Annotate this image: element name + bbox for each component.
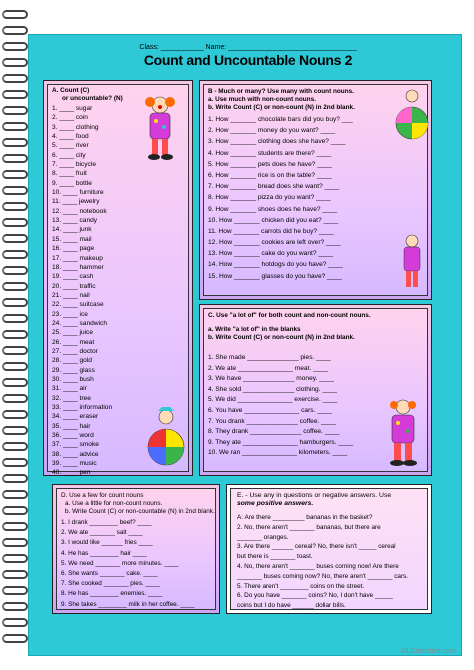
- exercise-item: 6. She wants _______ cake. ____: [61, 569, 158, 577]
- spiral-ring: [2, 10, 28, 19]
- section-d-list: [61, 518, 219, 610]
- spiral-ring: [2, 378, 28, 387]
- section-c-panel: [199, 304, 432, 476]
- section-c-list: [208, 353, 378, 459]
- exercise-item: 39. ____ music: [52, 460, 97, 468]
- section-e-list: [237, 513, 429, 611]
- exercise-item: 14. ____ junk: [52, 226, 92, 234]
- spiral-ring: [2, 442, 28, 451]
- exercise-item: 4. He has ________ hair ____: [61, 549, 147, 557]
- exercise-item: 18. ____ hammer: [52, 263, 104, 271]
- exercise-item: 10. ____ furniture: [52, 189, 104, 197]
- spiral-ring: [2, 74, 28, 83]
- exercise-item: 3. ____ clothing: [52, 123, 99, 131]
- section-d-panel: [52, 484, 220, 614]
- spiral-ring: [2, 266, 28, 275]
- clown-illustration: [380, 397, 426, 469]
- exercise-item: coins but I do have ______ dollar bills.: [237, 602, 346, 610]
- exercise-item: 11. ____ jewelry: [52, 198, 100, 206]
- exercise-item: 34. ____ eraser: [52, 413, 99, 421]
- spiral-ring: [2, 618, 28, 627]
- exercise-item: 21. ____ nail: [52, 291, 90, 299]
- spiral-ring: [2, 490, 28, 499]
- exercise-item: 27. ____ doctor: [52, 347, 98, 355]
- exercise-item: 6. You have _______________ cars. ____: [208, 406, 332, 414]
- spiral-ring: [2, 234, 28, 243]
- exercise-item: 6. ____ city: [52, 151, 86, 159]
- spiral-ring: [2, 122, 28, 131]
- exercise-item: 8. ____ fruit: [52, 170, 87, 178]
- spiral-ring: [2, 554, 28, 563]
- page-title: Count and Uncountable Nouns 2: [143, 52, 353, 68]
- exercise-item: 17. ____ makeup: [52, 254, 103, 262]
- exercise-item: 9. She takes ________ milk in her coffee. ____: [61, 600, 195, 608]
- exercise-item: 6. Do you have _______ coins? No, I don't have _____: [237, 592, 393, 600]
- exercise-item: 5. There aren't ________ coins on the street.: [237, 582, 365, 590]
- exercise-item: 4. No, there aren't _______ buses coming now! Are there: [237, 562, 399, 570]
- spiral-ring: [2, 634, 28, 643]
- section-a-heading: A. Count (C): [52, 87, 90, 94]
- spiral-ring: [2, 458, 28, 467]
- section-d-subheading-a: a. Use a little for non-count nouns.: [65, 500, 163, 507]
- exercise-item: 8. How _______ pizza do you want? ____: [208, 194, 331, 202]
- spiral-ring: [2, 218, 28, 227]
- section-d-subheading-b: b. Write Count (C) or non-countable (N) in 2nd blank.: [65, 508, 215, 515]
- spiral-ring: [2, 250, 28, 259]
- exercise-item: 2. How _______ money do you want? ____: [208, 127, 336, 135]
- spiral-ring: [2, 362, 28, 371]
- spiral-ring: [2, 138, 28, 147]
- site-watermark: iSLCollective.com: [400, 648, 456, 655]
- exercise-item: 4. ____ food: [52, 133, 89, 141]
- exercise-item: 3. How _______ clothing does she have? ____: [208, 138, 346, 146]
- exercise-item: 5. ____ river: [52, 142, 89, 150]
- exercise-item: 1. ____ sugar: [52, 105, 93, 112]
- exercise-item: 2. No, there aren't _______ bananas, but there are: [237, 523, 381, 531]
- exercise-item: 9. They ate _______________ hamburgers. ____: [208, 438, 354, 446]
- exercise-item: 15. How _______ glasses do you have? ____: [208, 272, 342, 280]
- spiral-ring: [2, 298, 28, 307]
- exercise-item: 36. ____ word: [52, 432, 94, 440]
- spiral-ring: [2, 330, 28, 339]
- class-name-line: Class: ___________ Name: _________________________________: [139, 44, 357, 51]
- spiral-ring: [2, 170, 28, 179]
- clown-ball-illustration: [392, 87, 432, 143]
- section-b-heading: B - Much or many? Use many with count nouns.: [208, 88, 354, 95]
- spiral-ring: [2, 394, 28, 403]
- exercise-item: 13. ____ candy: [52, 217, 98, 225]
- exercise-item: 16. ____ page: [52, 245, 95, 253]
- spiral-ring: [2, 202, 28, 211]
- section-e-heading: E. - Use any in questions or negative answers. Use: [237, 492, 392, 499]
- section-b-subheading-b: b. Write Count (C) or non-count (N) in 2nd blank.: [208, 104, 355, 111]
- section-c-subheading-b: b. Write Count (C) or non-count (N) in 2nd blank.: [208, 334, 355, 341]
- exercise-item: 1. How _______ chocolate bars did you buy? ___: [208, 116, 353, 123]
- exercise-item: 40. ____ pen: [52, 469, 91, 477]
- section-c-subheading-a: a. Write "a lot of" in the blanks: [208, 326, 301, 333]
- spiral-ring: [2, 410, 28, 419]
- exercise-item: 19. ____ cash: [52, 273, 94, 281]
- clown-illustration: [396, 233, 428, 293]
- spiral-ring: [2, 154, 28, 163]
- exercise-item: 31. ____ air: [52, 385, 87, 393]
- section-a-panel: [43, 80, 193, 476]
- exercise-item: 24. ____ sandwich: [52, 319, 107, 327]
- exercise-item: 8. They drank ______________ coffee. ____: [208, 428, 340, 436]
- spiral-ring: [2, 570, 28, 579]
- exercise-item: 14. How _______ hotdogs do you have? ____: [208, 261, 343, 269]
- exercise-item: 30. ____ bush: [52, 375, 94, 383]
- spiral-binding: [2, 10, 28, 650]
- exercise-item: 12. ____ notebook: [52, 207, 107, 215]
- exercise-item: 3. I would like ______ fries ____: [61, 539, 153, 547]
- spiral-ring: [2, 602, 28, 611]
- exercise-item: 3. Are there ______ cereal? No, there isn't _____ cereal: [237, 543, 396, 551]
- spiral-ring: [2, 282, 28, 291]
- exercise-item: 1. I drank ________ beef? ____: [61, 519, 152, 526]
- exercise-item: _______ oranges.: [237, 533, 289, 541]
- spiral-ring: [2, 522, 28, 531]
- spiral-ring: [2, 42, 28, 51]
- exercise-item: 7. How _______ bread does she want? ____: [208, 183, 340, 191]
- spiral-ring: [2, 474, 28, 483]
- spiral-ring: [2, 106, 28, 115]
- exercise-item: 4. She sold ______________ clothing. ____: [208, 385, 338, 393]
- exercise-item: but there is _______ toast.: [237, 553, 313, 561]
- exercise-item: 11. How _______ carrots did he buy? ____: [208, 227, 334, 235]
- exercise-item: 35. ____ hair: [52, 422, 91, 430]
- section-b-panel: [199, 80, 432, 300]
- exercise-item: 32. ____ tree: [52, 394, 91, 402]
- section-d-heading: D. Use a few for count nouns: [61, 492, 144, 499]
- exercise-item: 23. ____ ice: [52, 310, 88, 318]
- exercise-item: 33. ____ information: [52, 404, 113, 411]
- exercise-item: 7. ____ bicycle: [52, 161, 96, 169]
- exercise-item: 25. ____ juice: [52, 329, 94, 337]
- exercise-item: 7. You drank ______________ coffee. ____: [208, 417, 336, 425]
- spiral-ring: [2, 346, 28, 355]
- exercise-item: 29. ____ glass: [52, 366, 95, 374]
- exercise-item: 7. She cooked _______ pies. ____: [61, 580, 160, 588]
- spiral-ring: [2, 26, 28, 35]
- exercise-item: 12. How _______ cookies are left over? ____: [208, 239, 341, 247]
- spiral-ring: [2, 186, 28, 195]
- section-b-list: [208, 114, 388, 282]
- exercise-item: 13. How _______ cake do you want? ____: [208, 250, 334, 258]
- exercise-item: 8. He has ________ enemies. ____: [61, 590, 163, 598]
- clown-illustration: [136, 93, 184, 163]
- exercise-item: 15. ____ mail: [52, 235, 92, 243]
- exercise-item: 1. She made ______________ pies. ____: [208, 354, 331, 361]
- spiral-ring: [2, 58, 28, 67]
- exercise-item: 6. How _______ rice is on the table? ____: [208, 171, 332, 179]
- exercise-item: 38. ____ advice: [52, 450, 99, 458]
- spiral-ring: [2, 586, 28, 595]
- exercise-item: 10. How _______ chicken did you eat? ____: [208, 216, 339, 224]
- exercise-item: 5. How _______ pets does he have? ____: [208, 160, 332, 168]
- spiral-ring: [2, 90, 28, 99]
- section-b-subheading-a: a. Use much with non-count nouns.: [208, 96, 316, 103]
- spiral-ring: [2, 538, 28, 547]
- spiral-ring: [2, 426, 28, 435]
- section-e-subheading: some positive answers.: [237, 500, 314, 507]
- exercise-item: 5. We need _______ more minutes. ____: [61, 559, 179, 567]
- section-a-subheading: or uncountable? (N): [62, 95, 123, 102]
- exercise-item: 28. ____ gold: [52, 357, 92, 365]
- exercise-item: _______ buses coming now? No, there aren't _______ cars.: [237, 572, 409, 580]
- exercise-item: 9. How _______ shoes does he have? ____: [208, 205, 338, 213]
- section-c-heading: C. Use "a lot of" for both count and non-count nouns.: [208, 312, 371, 319]
- exercise-item: 5. We did _______________ exercise. ____: [208, 396, 338, 404]
- exercise-item: 22. ____ suitcase: [52, 301, 104, 309]
- clown-ball-illustration: [144, 407, 190, 469]
- spiral-ring: [2, 506, 28, 515]
- exercise-item: 2. We ate _______________ meat. ____: [208, 364, 328, 372]
- exercise-item: 9. ____ bottle: [52, 179, 92, 187]
- section-e-panel: [226, 484, 432, 614]
- exercise-item: 2. We ate _______ salt ____: [61, 529, 143, 537]
- exercise-item: 20. ____ traffic: [52, 282, 96, 290]
- exercise-item: 2. ____ coin: [52, 114, 88, 122]
- exercise-item: 37. ____ smoke: [52, 441, 99, 449]
- exercise-item: 4. How _______ students are there? ____: [208, 149, 332, 157]
- exercise-item: A: Are there _________ bananas in the basket?: [237, 514, 373, 521]
- exercise-item: 3. We have ______________ money. ____: [208, 375, 334, 383]
- exercise-item: 26. ____ meat: [52, 338, 95, 346]
- spiral-ring: [2, 314, 28, 323]
- section-a-list: [52, 104, 142, 478]
- exercise-item: 10. We ran _______________ kilometers. ____: [208, 449, 348, 457]
